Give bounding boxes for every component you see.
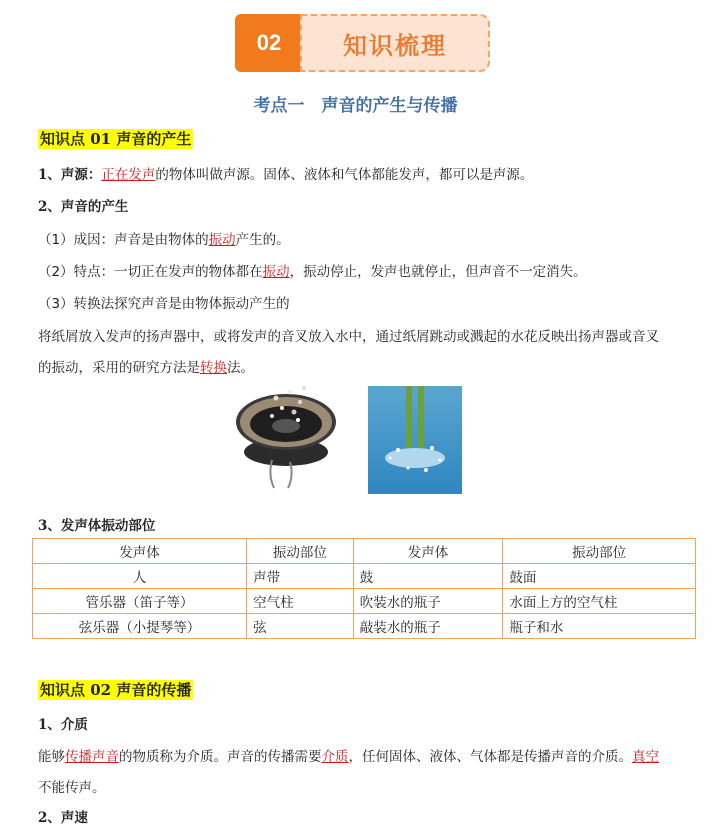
keyword-red: 振动 <box>262 264 290 280</box>
kp1-item1 <box>38 163 533 183</box>
table-header-cell: 振动部位 <box>247 539 354 564</box>
keyword-red: 传播声音 <box>65 749 119 765</box>
table-cell: 人 <box>33 564 247 589</box>
table-cell: 瓶子和水 <box>503 614 696 639</box>
kp2-para-line2: 不能传声。 <box>38 780 106 796</box>
para-suffix: 法。 <box>227 360 254 376</box>
kp2-para <box>38 745 659 765</box>
table-cell: 弦乐器（小提琴等） <box>33 614 247 639</box>
table-cell: 敲装水的瓶子 <box>353 614 503 639</box>
kp1-para-line2 <box>38 356 254 376</box>
keyword-red: 转换 <box>200 360 227 376</box>
para-text: 的物质称为介质。声音的传播需要 <box>119 749 322 765</box>
kp2-item1-label: 1、介质 <box>38 717 88 733</box>
header-title: 知识梳理 <box>300 14 490 72</box>
table-row <box>33 614 696 639</box>
kp1-item2-label: 2、声音的产生 <box>38 199 129 215</box>
table-header-row <box>33 539 696 564</box>
table-cell: 弦 <box>247 614 354 639</box>
table-header-cell: 发声体 <box>33 539 247 564</box>
kp2-item2-label: 2、声速 <box>38 810 88 826</box>
para-prefix: 的振动，采用的研究方法是 <box>38 360 200 376</box>
kp1-feature <box>38 260 587 280</box>
kp1-para-line1: 将纸屑放入发声的扬声器中，或将发声的音叉放入水中，通过纸屑跳动或溅起的水花反映出扬声器或音叉 <box>38 329 659 345</box>
item1-text: 的物体叫做声源。固体、液体和气体都能发声，都可以是声源。 <box>155 167 534 183</box>
section-title: 考点一 声音的产生与传播 <box>253 96 458 116</box>
table-cell: 吹装水的瓶子 <box>353 589 503 614</box>
tuning-fork-water-illustration <box>368 386 462 494</box>
table-row <box>33 589 696 614</box>
keyword-red: 真空 <box>632 749 659 765</box>
table-cell: 鼓面 <box>503 564 696 589</box>
table-cell: 声带 <box>247 564 354 589</box>
section-number-badge: 02 <box>235 14 303 72</box>
table-cell: 鼓 <box>353 564 503 589</box>
vibration-table <box>32 538 696 639</box>
table-header-cell: 发声体 <box>353 539 503 564</box>
kp1-convert: （3）转换法探究声音是由物体振动产生的 <box>38 296 290 312</box>
table-cell: 管乐器（笛子等） <box>33 589 247 614</box>
item1-label: 1、声源： <box>38 167 102 183</box>
keyword-red: 正在发声 <box>101 167 156 183</box>
kp1-cause <box>38 228 290 248</box>
para-text: 能够 <box>38 749 65 765</box>
table-header-cell: 振动部位 <box>503 539 696 564</box>
table-row <box>33 564 696 589</box>
para-text: ，任何固体、液体、气体都是传播声音的介质。 <box>348 749 632 765</box>
table-cell: 水面上方的空气柱 <box>503 589 696 614</box>
feature-prefix: （2）特点：一切正在发声的物体都在 <box>38 264 263 280</box>
kp1-item3-label: 3、发声体振动部位 <box>38 518 156 534</box>
keyword-red: 介质 <box>321 749 349 765</box>
kp1-heading <box>38 128 193 149</box>
kp1-title: 知识点 01 声音的产生 <box>40 130 192 148</box>
kp2-heading <box>38 679 193 700</box>
kp2-title: 知识点 02 声音的传播 <box>40 681 192 699</box>
speaker-illustration <box>232 380 340 492</box>
feature-suffix: ，振动停止，发声也就停止，但声音不一定消失。 <box>289 264 587 280</box>
cause-suffix: 产生的。 <box>235 232 290 248</box>
table-cell: 空气柱 <box>247 589 354 614</box>
cause-prefix: （1）成因：声音是由物体的 <box>38 232 209 248</box>
keyword-red: 振动 <box>208 232 236 248</box>
